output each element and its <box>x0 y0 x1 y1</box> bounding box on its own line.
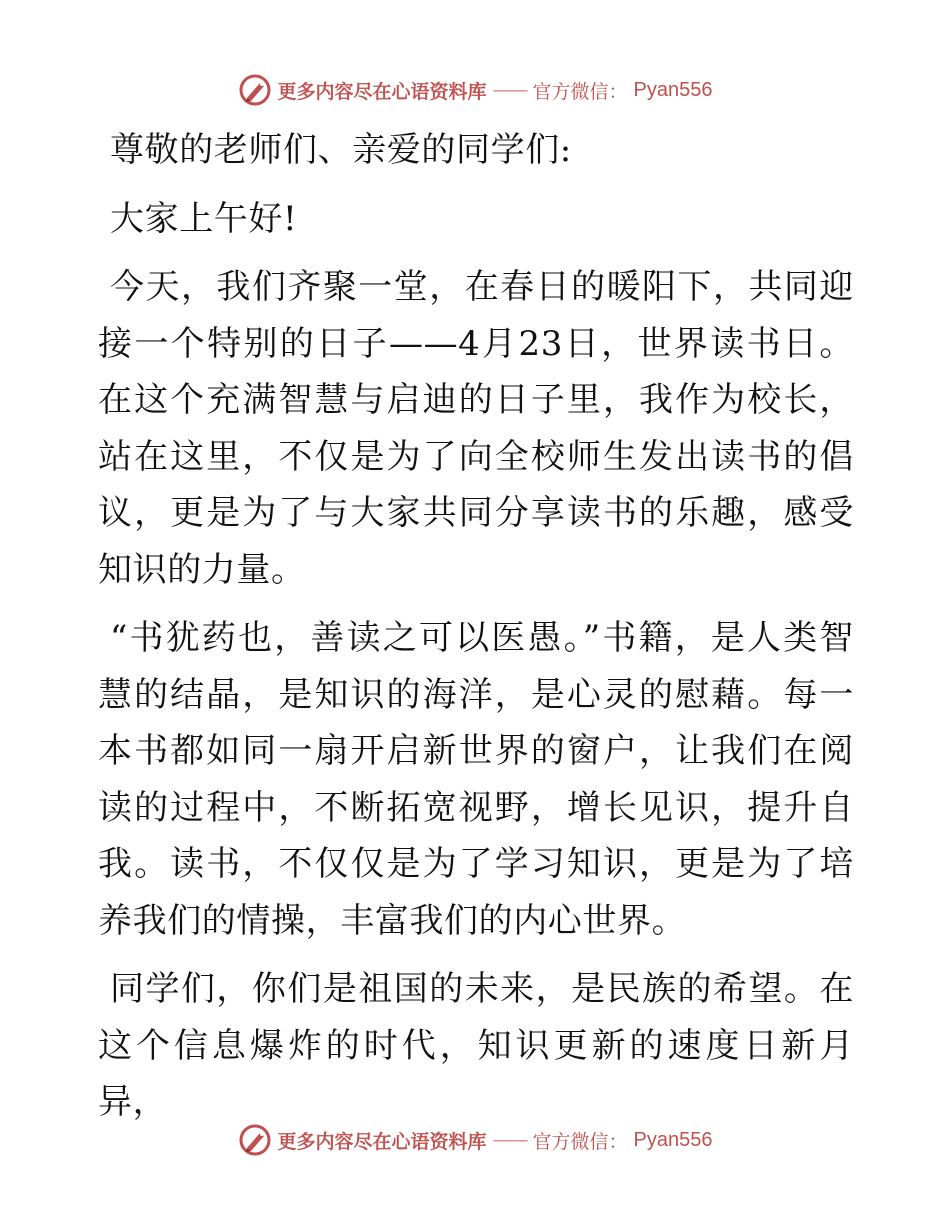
body-paragraph-2: “书犹药也，善读之可以医愚。”书籍，是人类智慧的结晶，是知识的海洋，是心灵的慰藉。每一本书都如同一扇开启新世界的窗户，让我们在阅读的过程中，不断拓宽视野，增长见识，提升自我。读书，不仅仅是为了学习知识，更是为了培养我们的情操，丰富我们的内心世界。 <box>98 618 854 941</box>
salutation: 尊敬的老师们、亲爱的同学们: <box>110 130 572 170</box>
watermark-brand-text: 更多内容尽在心语资料库 <box>277 1130 487 1153</box>
watermark-separator: —— <box>492 79 527 101</box>
body-paragraph-1: 今天，我们齐聚一堂，在春日的暖阳下，共同迎接一个特别的日子——4月23日，世界读书日。在这个充满智慧与启迪的日子里，我作为校长，站在这里，不仅是为了向全校师生发出读书的倡议，更是为了与大家共同分享读书的乐趣，感受知识的力量。 <box>98 267 854 590</box>
watermark-separator: —— <box>492 1129 527 1151</box>
greeting: 大家上午好! <box>110 198 298 239</box>
watermark-wechat-id: Pyan556 <box>633 78 713 101</box>
watermark-official-text: 官方微信： <box>532 1130 628 1153</box>
watermark-wechat-id: Pyan556 <box>633 1128 713 1151</box>
pen-circle-logo-icon <box>238 73 272 107</box>
watermark-brand-text: 更多内容尽在心语资料库 <box>277 80 487 103</box>
body-paragraph-3: 同学们，你们是祖国的未来，是民族的希望。在这个信息爆炸的时代，知识更新的速度日新月异， <box>98 969 854 1122</box>
pen-circle-logo-icon <box>238 1123 272 1157</box>
watermark-official-text: 官方微信： <box>532 80 628 103</box>
watermark-header <box>0 70 950 110</box>
document-body <box>98 122 854 1143</box>
watermark-footer <box>0 1120 950 1160</box>
